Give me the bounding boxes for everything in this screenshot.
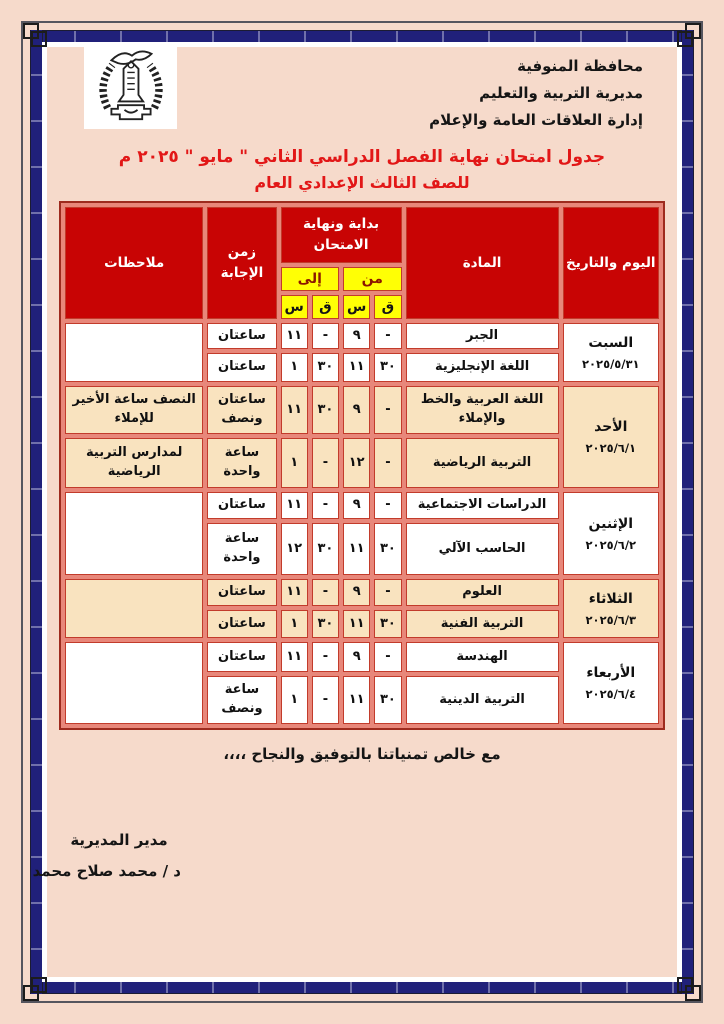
org-line-directorate: مديرية التربية والتعليم	[479, 84, 643, 102]
to-minutes-cell: -	[312, 438, 339, 488]
to-minutes-cell: -	[312, 323, 339, 349]
corner-ornament-icon	[31, 977, 47, 993]
day-name: الأحد	[594, 419, 628, 436]
day-name: الإثنين	[588, 515, 634, 532]
subject-cell: الجبر	[406, 323, 559, 349]
from-minutes-cell: -	[374, 438, 401, 488]
content-panel	[32, 47, 677, 977]
to-minutes-cell: ٣٠	[312, 353, 339, 382]
duration-cell: ساعة ونصف	[207, 676, 276, 724]
duration-cell: ساعتان	[207, 579, 276, 606]
from-minutes-cell: ٣٠	[374, 523, 401, 575]
col-header-from-hours: س	[343, 295, 370, 319]
governorate-logo	[84, 43, 177, 129]
day-date-cell	[563, 642, 659, 724]
to-hours-cell: ١١	[281, 492, 308, 519]
notes-cell: النصف ساعة الأخير للإملاء	[65, 386, 203, 434]
to-minutes-cell: ٣٠	[312, 523, 339, 575]
subject-cell: التربية الرياضية	[406, 438, 559, 488]
from-minutes-cell: ٣٠	[374, 353, 401, 382]
frame-bar-right	[681, 30, 694, 994]
signature-block	[32, 825, 181, 887]
exam-schedule-table	[59, 201, 665, 730]
to-minutes-cell: -	[312, 579, 339, 606]
notes-cell	[65, 323, 203, 382]
day-date: ٢٠٢٥/٦/٣	[585, 612, 637, 627]
duration-cell: ساعتان	[207, 353, 276, 382]
to-hours-cell: ١١	[281, 579, 308, 606]
to-hours-cell: ١	[281, 610, 308, 638]
from-hours-cell: ٩	[343, 642, 370, 672]
exam-row	[65, 323, 659, 349]
to-hours-cell: ١	[281, 676, 308, 724]
to-hours-cell: ١٢	[281, 523, 308, 575]
to-minutes-cell: ٣٠	[312, 610, 339, 638]
to-minutes-cell: -	[312, 492, 339, 519]
to-hours-cell: ١١	[281, 642, 308, 672]
from-hours-cell: ١٢	[343, 438, 370, 488]
frame-bar-bottom	[30, 981, 694, 994]
col-header-exam-time: بداية ونهاية الامتحان	[281, 207, 402, 263]
col-header-notes: ملاحظات	[65, 207, 203, 319]
from-minutes-cell: ٣٠	[374, 610, 401, 638]
day-date-cell	[563, 579, 659, 638]
day-date-cell	[563, 323, 659, 382]
notes-cell	[65, 642, 203, 724]
day-name: الثلاثاء	[588, 590, 633, 607]
good-luck-message: مع خالص تمنياتنا بالتوفيق والنجاح ،،،،	[223, 745, 501, 763]
col-header-to: إلى	[281, 267, 340, 291]
corner-ornament-icon	[677, 977, 693, 993]
exam-row	[65, 386, 659, 434]
col-header-to-hours: س	[281, 295, 308, 319]
col-header-duration: زمن الإجابة	[207, 207, 276, 319]
exam-row	[65, 579, 659, 606]
from-minutes-cell: -	[374, 323, 401, 349]
duration-cell: ساعتان	[207, 610, 276, 638]
from-minutes-cell: -	[374, 492, 401, 519]
from-minutes-cell: ٣٠	[374, 676, 401, 724]
from-minutes-cell: -	[374, 386, 401, 434]
day-date: ٢٠٢٥/٦/١	[585, 441, 637, 456]
to-minutes-cell: ٣٠	[312, 386, 339, 434]
duration-cell: ساعة واحدة	[207, 523, 276, 575]
from-hours-cell: ٩	[343, 386, 370, 434]
day-name: الأربعاء	[586, 665, 636, 682]
from-hours-cell: ١١	[343, 676, 370, 724]
duration-cell: ساعتان	[207, 492, 276, 519]
schedule-title: جدول امتحان نهاية الفصل الدراسي الثاني " مايو " ٢٠٢٥ م	[118, 147, 606, 167]
from-minutes-cell: -	[374, 579, 401, 606]
to-hours-cell: ١	[281, 353, 308, 382]
signature-title: مدير المديرية	[70, 831, 168, 849]
to-minutes-cell: -	[312, 676, 339, 724]
col-header-to-minutes: ق	[312, 295, 339, 319]
col-header-day: اليوم والتاريخ	[563, 207, 659, 319]
day-date-cell	[563, 386, 659, 488]
from-minutes-cell: -	[374, 642, 401, 672]
from-hours-cell: ١١	[343, 353, 370, 382]
to-hours-cell: ١١	[281, 323, 308, 349]
duration-cell: ساعتان ونصف	[207, 386, 276, 434]
subject-cell: الحاسب الآلي	[406, 523, 559, 575]
to-hours-cell: ١١	[281, 386, 308, 434]
day-date: ٢٠٢٥/٦/٢	[585, 537, 637, 552]
col-header-from: من	[343, 267, 402, 291]
from-hours-cell: ١١	[343, 523, 370, 575]
org-line-governorate: محافظة المنوفية	[517, 57, 643, 75]
from-hours-cell: ٩	[343, 492, 370, 519]
duration-cell: ساعة واحدة	[207, 438, 276, 488]
signature-name: د / محمد صلاح محمد	[32, 862, 181, 880]
exam-table-body	[65, 323, 659, 724]
corner-ornament-icon	[31, 31, 47, 47]
col-header-from-minutes: ق	[374, 295, 401, 319]
duration-cell: ساعتان	[207, 323, 276, 349]
subject-cell: التربية الدينية	[406, 676, 559, 724]
notes-cell	[65, 579, 203, 638]
subject-cell: اللغة العربية والخط والإملاء	[406, 386, 559, 434]
day-name: السبت	[588, 334, 634, 351]
from-hours-cell: ٩	[343, 579, 370, 606]
notes-cell: لمدارس التربية الرياضية	[65, 438, 203, 488]
to-minutes-cell: -	[312, 642, 339, 672]
day-date-cell	[563, 492, 659, 575]
subject-cell: الهندسة	[406, 642, 559, 672]
exam-row	[65, 492, 659, 519]
corner-ornament-icon	[677, 31, 693, 47]
day-date: ٢٠٢٥/٦/٤	[585, 687, 637, 702]
notes-cell	[65, 492, 203, 575]
grade-subtitle: للصف الثالث الإعدادي العام	[254, 173, 470, 192]
org-line-department: إدارة العلاقات العامة والإعلام	[429, 111, 643, 129]
col-header-subject: المادة	[406, 207, 559, 319]
eagle-emblem-icon	[89, 46, 173, 126]
duration-cell: ساعتان	[207, 642, 276, 672]
subject-cell: العلوم	[406, 579, 559, 606]
subject-cell: اللغة الإنجليزية	[406, 353, 559, 382]
to-hours-cell: ١	[281, 438, 308, 488]
from-hours-cell: ٩	[343, 323, 370, 349]
exam-row	[65, 642, 659, 672]
subject-cell: التربية الفنية	[406, 610, 559, 638]
from-hours-cell: ١١	[343, 610, 370, 638]
subject-cell: الدراسات الاجتماعية	[406, 492, 559, 519]
day-date: ٢٠٢٥/٥/٣١	[582, 356, 640, 371]
